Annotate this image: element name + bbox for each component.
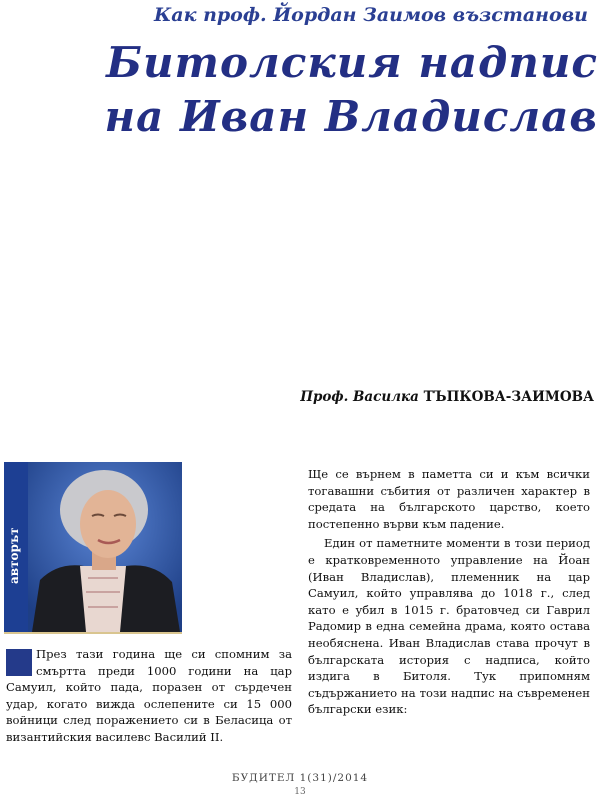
left-column-text: През тази година ще си спомним за смъртта преди 1000 години на цар Самуил, който пада, поразен от сърдечен удар, когато вижда ослепените си 15 000 войници след поражението си в Беласица от византийския василевс Василий II. bbox=[6, 647, 292, 744]
author-side-label: авторът bbox=[7, 527, 21, 584]
author-byline bbox=[280, 389, 594, 405]
author-first-name: Проф. Василка bbox=[300, 389, 419, 405]
page-number: 13 bbox=[294, 787, 306, 797]
journal-footer: БУДИТЕЛ 1(31)/2014 bbox=[231, 772, 369, 784]
article-kicker: Как проф. Йордан Заимов възстанови bbox=[154, 4, 588, 26]
left-column bbox=[6, 646, 292, 746]
author-side-tab bbox=[4, 462, 28, 632]
paragraph: Ще се върнем в паметта си и към всички тогавашни събития от различен характер в средата на българското царство, което постепенно върви към падение. bbox=[308, 467, 590, 531]
drop-cap-block bbox=[6, 649, 32, 676]
author-surname: ТЪПКОВА-ЗАИМОВА bbox=[423, 389, 594, 405]
photo-rule bbox=[4, 632, 182, 634]
right-column bbox=[308, 466, 590, 718]
author-photo bbox=[4, 462, 182, 632]
paragraph: Един от паметните моменти в този период е кратковременното управление на Йоан (Иван Владислав), племенник на цар Самуил, който управлява до 1018 г., след като е убил в 1015 г. братовчед си Гаврил Радомир в една семейна драма, която остава необяснена. Иван Владислав става прочут в българската история с надписа, който издига в Битоля. Тук припомням съдържанието на този надпис на съвременен български език: bbox=[308, 536, 590, 717]
article-title: Битолския надпис на Иван Владислав bbox=[104, 38, 598, 141]
portrait-image bbox=[28, 462, 182, 632]
